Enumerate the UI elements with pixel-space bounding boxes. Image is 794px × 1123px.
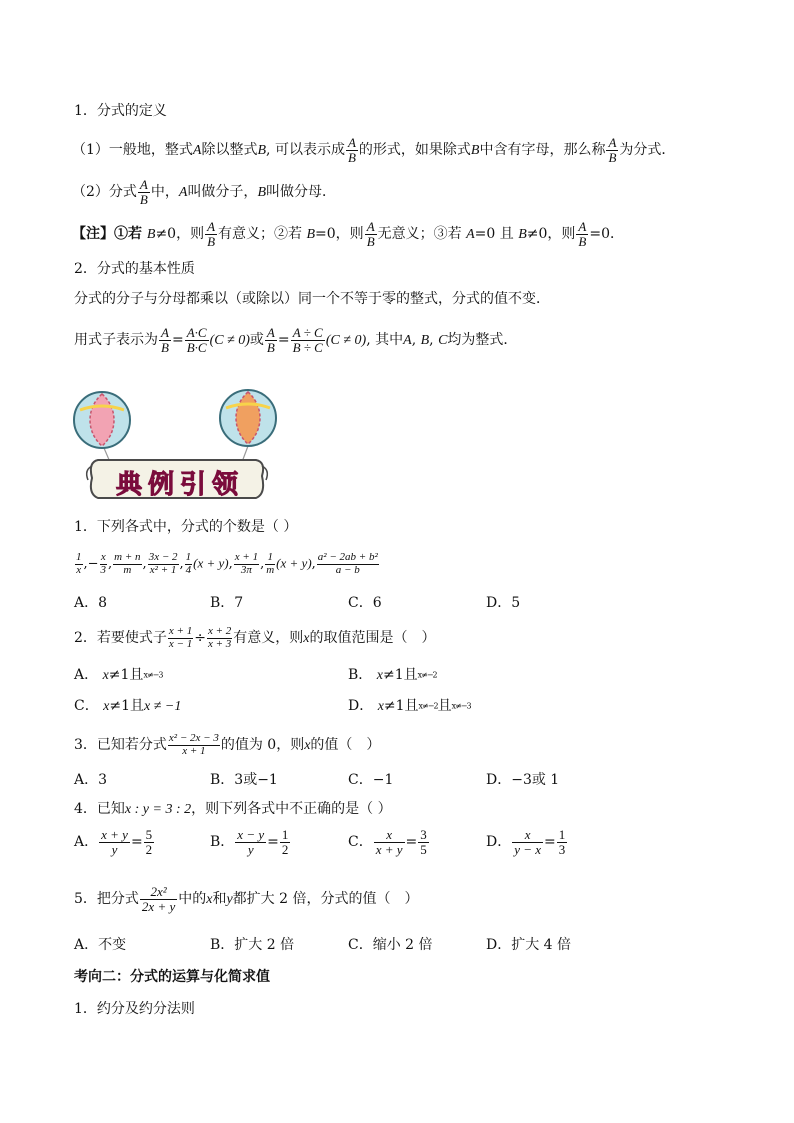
question-3-option-d[interactable]: D．−3或 1 [486,772,560,788]
question-3-stem: 3．已知若分式 $\frac{\text{x² − 2x − 3}}{x + 1}$ 的值为 0，则x的值（ ） [74,732,381,757]
question-1-option-c[interactable]: C．6 [348,595,382,611]
note-line: 【注】①若 B≠0，则 $\frac{A}{B}$ 有意义；②若 B=0，则 $\frac{A}{B}$ 无意义；③若 A=0 且 B≠0，则 $\frac{A}{B}$ =0． [72,219,624,249]
question-3-option-a[interactable]: A．3 [74,772,108,788]
question-5-option-b[interactable]: B．扩大 2 倍 [210,937,295,953]
section-heading: 1．分式的定义 [74,103,167,119]
question-1-option-a[interactable]: A．8 [74,595,108,611]
question-4-stem: 4．已知x : y = 3 : 2，则下列各式中不正确的是（ ） [74,801,392,817]
question-4-option-d[interactable]: D． $\frac{x}{y - x}$ = $\frac{1}{3}$ [486,827,566,857]
question-3-option-b[interactable]: B．3或−1 [210,772,278,788]
question-1-option-d[interactable]: D．5 [486,595,521,611]
section-subheading: 1．约分及约分法则 [74,1001,195,1017]
example-banner [70,388,280,510]
question-3-option-c[interactable]: C．−1 [348,772,394,788]
definition-line-2: （2）分式 $\frac{A}{B}$ 中，A叫做分子，B叫做分母． [72,177,336,207]
question-4-option-a[interactable]: A． $\frac{x + y}{y}$ = $\frac{5}{2}$ [74,827,153,857]
section-heading-2: 2．分式的基本性质 [74,261,195,277]
question-5-option-d[interactable]: D．扩大 4 倍 [486,937,572,953]
question-4-option-b[interactable]: B． $\frac{x - y}{y}$ = $\frac{1}{2}$ [210,827,289,857]
question-1-expressions: $\frac{1}{x}$ ,− $\frac{x}{3}$ , $\frac{m + n}{m}$ , $\frac{3x - 2}{\text{x² + 1}}$ , $\frac{1}{4}$ (x + y), $\frac{x + 1}{3\pi}$ , $\frac{1}{m}$ (x + y), $\frac{\text{a² − 2ab + b²}}{a - b}$ [76,551,378,576]
property-formula: 用式子表示为 $\frac{A}{B}$ = $\frac{A\cdot C}{B\cdot C}$ (C ≠ 0)或 $\frac{A}{B}$ = $\frac{A \div C}{B \div C}$ (C ≠ 0), 其中A, B, C均为整式． [74,325,518,355]
question-1-option-b[interactable]: B．7 [210,595,244,611]
section-heading-3: 考向二：分式的运算与化简求值 [74,969,270,985]
banner-title: 典例引领 [115,470,244,500]
question-2-stem: 2．若要使式子 $\frac{x + 1}{x - 1}$ ÷ $\frac{x + 2}{x + 3}$ 有意义，则x的取值范围是（ ） [74,625,436,650]
definition-line-1: （1）一般地，整式A除以整式B, 可以表示成 $\frac{A}{B}$ 的形式，如果除式B中含有字母，那么称 $\frac{A}{B}$ 为分式． [72,135,676,165]
question-2-option-a[interactable]: A． x≠1且x≠−3 [74,667,163,683]
question-5-option-a[interactable]: A．不变 [74,937,127,953]
question-2-option-b[interactable]: B． x≠1且x≠−2 [348,667,437,683]
question-2-option-d[interactable]: D． x≠1且x≠−2且x≠−3 [348,698,471,714]
question-5-option-c[interactable]: C．缩小 2 倍 [348,937,433,953]
question-4-option-c[interactable]: C． $\frac{x}{x + y}$ = $\frac{3}{5}$ [348,827,427,857]
question-2-option-c[interactable]: C． x≠1且x ≠ −1 [74,698,182,714]
question-5-stem: 5．把分式 $\frac{\text{2x²}}{2x + y}$ 中的x和y都扩大 2 倍，分式的值（ ） [74,884,419,914]
property-text: 分式的分子与分母都乘以（或除以）同一个不等于零的整式，分式的值不变． [74,291,550,307]
question-1-stem: 1．下列各式中，分式的个数是（ ） [74,519,298,535]
